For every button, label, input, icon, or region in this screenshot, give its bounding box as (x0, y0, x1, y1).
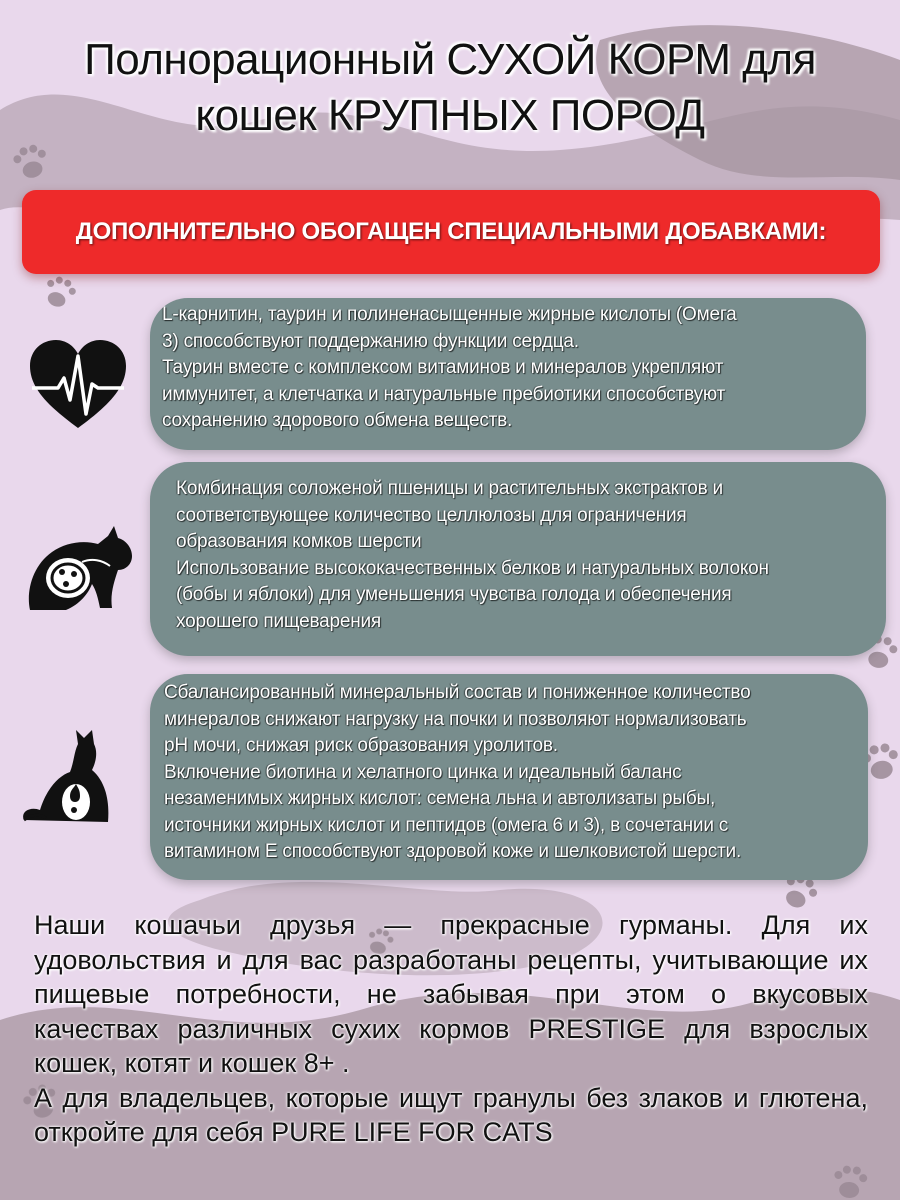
banner-text: ДОПОЛНИТЕЛЬНО ОБОГАЩЕН СПЕЦИАЛЬНЫМИ ДОБАВКАМИ: (75, 218, 827, 245)
info-card-heart (150, 298, 866, 450)
card-text-line: минералов снижают нагрузку на почки и позволяют нормализовать (164, 708, 747, 730)
card-text-line: Таурин вместе с комплексом витаминов и минералов укрепляют (162, 357, 724, 378)
card-text-line: хорошего пищеварения (176, 610, 382, 632)
card-text-line: витамином Е способствуют здоровой коже и шелковистой шерсти. (164, 841, 742, 862)
card-text-line: иммунитет, а клетчатка и натуральные пребиотики способствуют (162, 383, 726, 405)
card-text-line: Комбинация соложеной пшеницы и растительных экстрактов и (176, 478, 723, 499)
heart-cardiogram-icon (28, 338, 128, 432)
card-text-line: источники жирных кислот и пептидов (омега 6 и 3), в сочетании с (164, 814, 729, 836)
card-text-line: pH мочи, снижая риск образования уролитов. (164, 735, 558, 756)
card-text-line: Использование высококачественных белков и натуральных волокон (176, 557, 769, 579)
card-text-line: 3) способствуют поддержанию функции сердца. (162, 330, 579, 352)
bottom-paragraph-1: Наши кошачьи друзья — прекрасные гурманы. Для их удовольствия и для вас разработаны рецепты, учитывающие их пищевые потребности, не забывая при этом о вкусовых качествах различных сухих кормов PRESTIGE для взрослых кошек, котят и кошек 8+ . (34, 910, 868, 1078)
card-text-line: сохранению здорового обмена веществ. (162, 410, 513, 431)
card-text-line: (бобы и яблоки) для уменьшения чувства голода и обеспечения (176, 584, 732, 605)
bottom-description (34, 908, 868, 1150)
cat-kidney-icon (18, 718, 122, 828)
card-text-line: образования комков шерсти (176, 531, 422, 552)
info-card-kidney (150, 674, 868, 880)
card-text-line: Включение биотина и хелатного цинка и идеальный баланс (164, 761, 682, 783)
info-card-digestion (150, 462, 886, 656)
cat-digestion-icon (22, 522, 138, 616)
card-text-line: незаменимых жирных кислот: семена льна и автолизаты рыбы, (164, 788, 716, 809)
card-text-line: Сбалансированный минеральный состав и пониженное количество (164, 682, 751, 703)
title-line-1: Полнорационный СУХОЙ КОРМ для (84, 35, 816, 84)
card-text-line: L-карнитин, таурин и полиненасыщенные жирные кислоты (Омега (162, 304, 737, 325)
supplements-banner (22, 190, 880, 274)
title-line-2: кошек КРУПНЫХ ПОРОД (195, 91, 705, 140)
page-title (20, 32, 880, 144)
card-text-line: соответствующее количество целлюлозы для ограничения (176, 504, 687, 526)
bottom-paragraph-2: А для владельцев, которые ищут гранулы без злаков и глютена, откройте для себя PURE LIFE FOR CATS (34, 1082, 868, 1147)
